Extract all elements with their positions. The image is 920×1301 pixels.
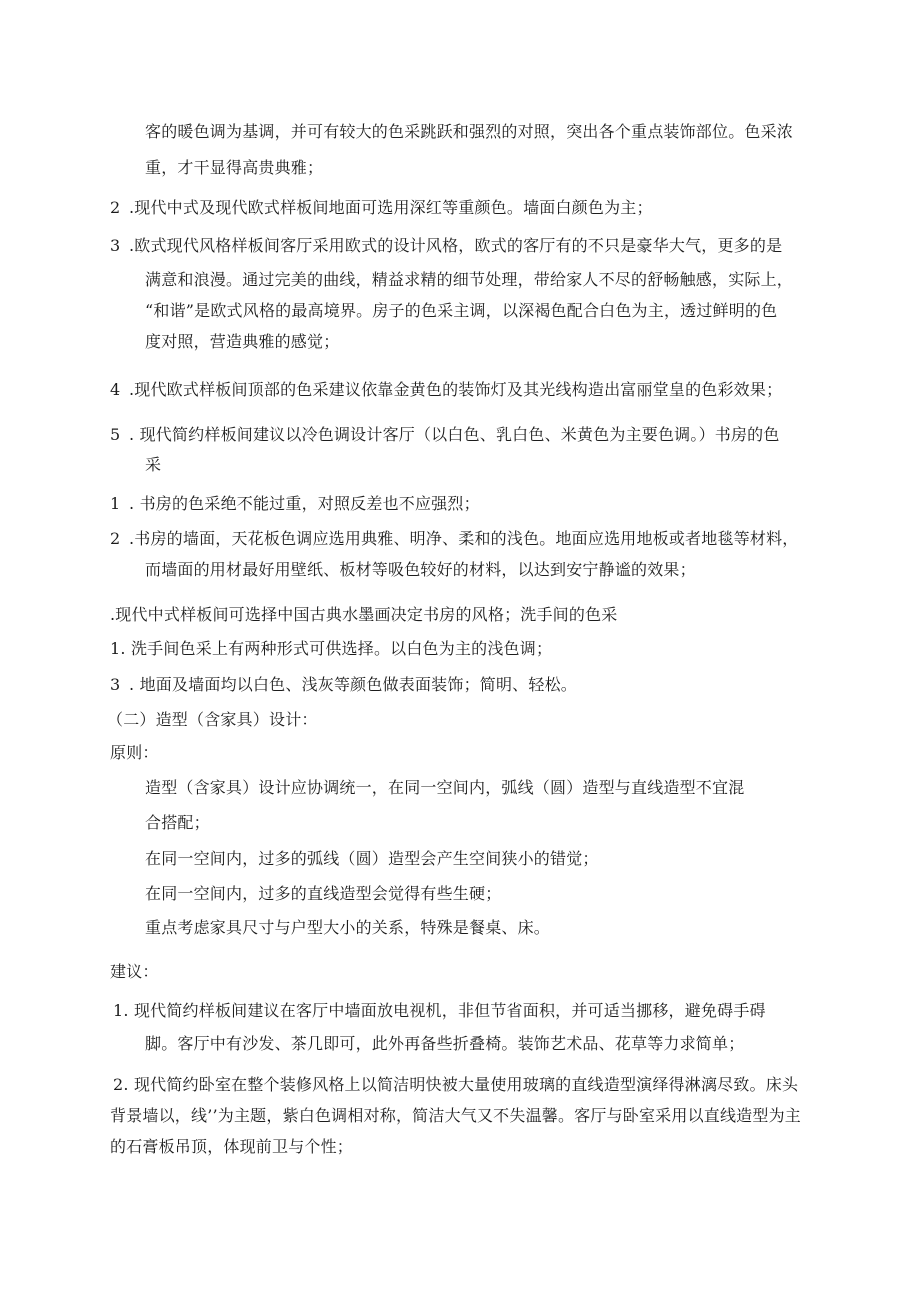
text-line: 重，才干显得高贵典雅； — [145, 158, 324, 177]
text-line: . 地面及墙面均以白色、浅灰等颜色做表面装饰；简明、轻松。 — [129, 675, 577, 694]
text-line: . 书房的色采绝不能过重，对照反差也不应强烈； — [129, 494, 480, 513]
text-line: 造型（含家具）设计应协调统一，在同一空间内，弧线（圆）造型与直线造型不宜混 — [145, 778, 745, 797]
text-line: 客的暖色调为基调，并可有较大的色采跳跃和强烈的对照，突出各个重点装饰部位。色采浓 — [145, 122, 794, 141]
text-line: 在同一空间内，过多的直线造型会觉得有些生硬； — [145, 884, 502, 903]
item-number: 3 — [110, 236, 121, 255]
item-number: 3 — [110, 675, 121, 694]
text-line: 1. 洗手间色采上有两种形式可供选择。以白色为主的浅色调； — [110, 639, 553, 658]
text-line: 背景墙以，线’’为主题，紫白色调相对称，简洁大气又不失温馨。客厅与卧室采用以直线造型为主 — [110, 1106, 801, 1125]
text-line: 原则： — [110, 743, 159, 762]
text-line: 在同一空间内，过多的弧线（圆）造型会产生空间狭小的错觉； — [145, 849, 599, 868]
item-number: 2 — [110, 198, 121, 217]
text-line: 度对照，营造典雅的感觉； — [145, 332, 340, 351]
text-line: 的石膏板吊顶，体现前卫与个性； — [110, 1137, 354, 1156]
text-line: 合搭配； — [145, 813, 210, 832]
item-number: 2 — [110, 529, 121, 548]
text-line: . 现代简约样板间建议以冷色调设计客厅（以白色、乳白色、米黄色为主要色调。）书房的色 — [129, 425, 780, 444]
text-line: 采 — [145, 455, 162, 474]
text-line: .现代欧式样板间顶部的色采建议依靠金黄色的装饰灯及其光线构造出富丽堂皇的色彩效果； — [129, 380, 783, 399]
section-heading: （二）造型（含家具）设计： — [107, 710, 318, 729]
text-line: .欧式现代风格样板间客厅采用欧式的设计风格，欧式的客厅有的不只是豪华大气，更多的是 — [129, 236, 783, 255]
text-line: .现代中式样板间可选择中国古典水墨画决定书房的风格；洗手间的色采 — [110, 605, 618, 624]
text-line: 1. 现代简约样板间建议在客厅中墙面放电视机，非但节省面积，并可适当挪移，避免碍手碍 — [113, 1001, 766, 1020]
text-line: 而墙面的用材最好用壁纸、板材等吸色较好的材料，以达到安宁静谧的效果； — [145, 560, 696, 579]
text-line: “和谐”是欧式风格的最高境界。房子的色采主调，以深褐色配合白色为主，透过鲜明的色 — [145, 301, 778, 320]
item-number: 1 — [110, 494, 121, 513]
text-line: 2. 现代简约卧室在整个装修风格上以简洁明快被大量使用玻璃的直线造型演绎得淋漓尽致。床头 — [113, 1075, 799, 1094]
item-number: 5 — [110, 425, 121, 444]
text-line: .书房的墙面，天花板色调应选用典雅、明净、柔和的浅色。地面应选用地板或者地毯等材料， — [129, 529, 799, 548]
text-line: 脚。客厅中有沙发、茶几即可，此外再备些折叠椅。装饰艺术品、花草等力求简单； — [145, 1034, 745, 1053]
text-line: 重点考虑家具尺寸与户型大小的关系，特殊是餐桌、床。 — [145, 918, 551, 937]
text-line: .现代中式及现代欧式样板间地面可选用深红等重颜色。墙面白颜色为主； — [129, 198, 653, 217]
text-line: 建议： — [110, 962, 159, 981]
text-line: 满意和浪漫。通过完美的曲线，精益求精的细节处理，带给家人不尽的舒畅触感，实际上， — [145, 270, 794, 289]
item-number: 4 — [110, 380, 121, 399]
